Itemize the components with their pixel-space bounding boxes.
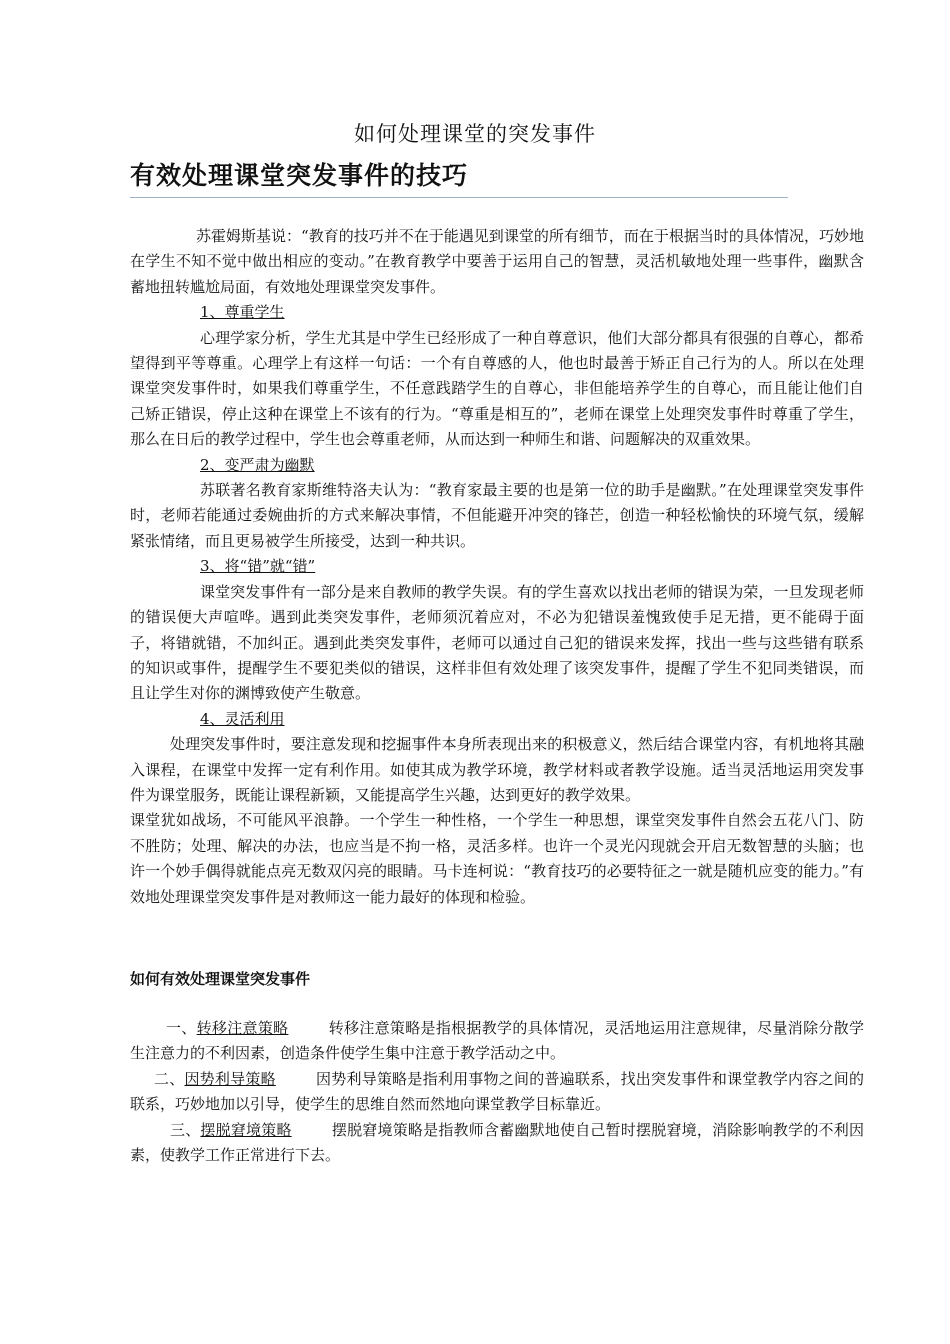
document-title: 如何处理课堂的突发事件 <box>354 122 596 146</box>
heading-respect-text: 1、尊重学生 <box>200 303 285 322</box>
heading-respect <box>130 300 864 325</box>
paragraph-mistake: 课堂突发事件有一部分是来自教师的教学失误。有的学生喜欢以找出老师的错误为荣，一旦发现老师的错误便大声喧哗。遇到此类突发事件，老师须沉着应对，不必为犯错误羞愧致使手足无措，更不能碍于面子，将错就错，不加纠正。遇到此类突发事件，老师可以通过自己犯的错误来发挥，找出一些与这些错有联系的知识或事件，提醒学生不要犯类似的错误，这样非但有效处理了该突发事件，提醒了学生不犯同类错误，而且让学生对你的渊博致使产生敬意。 <box>130 582 864 703</box>
intro-paragraph: 苏霍姆斯基说：“教育的技巧并不在于能遇见到课堂的所有细节，而在于根据当时的具体情况，巧妙地在学生不知不觉中做出相应的变动。”在教育教学中要善于运用自己的智慧，灵活机敏地处理一些事件，幽默含蓄地扭转尴尬局面，有效地处理课堂突发事件。 <box>130 227 864 296</box>
strategy-1 <box>130 1016 864 1067</box>
heading-humor <box>130 453 864 478</box>
title-divider <box>130 197 788 198</box>
section2-title: 如何有效处理课堂突发事件 <box>130 970 311 988</box>
paragraph-respect: 心理学家分析，学生尤其是中学生已经形成了一种自尊意识，他们大部分都具有很强的自尊心，都希望得到平等尊重。心理学上有这样一句话：一个有自尊感的人，他也时最善于矫正自己行为的人。所以在处理课堂突发事件时，如果我们尊重学生，不任意践踏学生的自尊心，非但能培养学生的自尊心，而且能让他们自己矫正错误，停止这种在课堂上不该有的行为。“尊重是相互的”，老师在课堂上处理突发事件时尊重了学生，那么在日后的教学过程中，学生也会尊重老师，从而达到一种师生和谐、问题解决的双重效果。 <box>130 328 864 449</box>
heading-flexible <box>130 707 864 732</box>
strategy-2-number: 二、 <box>154 1069 185 1088</box>
strategy-3-text: 摆脱窘境策略是指教师含蓄幽默地使自己暂时摆脱窘境，消除影响教学的不利因素，使教学工作正常进行下去。 <box>130 1120 864 1165</box>
strategy-1-number: 一、 <box>166 1019 197 1037</box>
strategy-2-name: 因势利导策略 <box>184 1069 276 1088</box>
heading-humor-text: 2、变严肃为幽默 <box>200 455 315 474</box>
paragraph-conclusion: 课堂犹如战场，不可能风平浪静。一个学生一种性格，一个学生一种思想，课堂突发事件自然会五花八门、防不胜防；处理、解决的办法，也应当是不拘一格，灵活多样。也许一个灵光闪现就会开启无数智慧的头脑；也许一个妙手偶得就能点亮无数双闪亮的眼睛。马卡连柯说：“教育技巧的必要特征之一就是随机应变的能力。”有效地处理课堂突发事件是对教师这一能力最好的体现和检验。 <box>130 811 864 906</box>
strategy-1-name: 转移注意策略 <box>196 1019 289 1037</box>
heading-mistake-text: 3、将“错”就“错” <box>200 557 316 576</box>
document-subtitle: 有效处理课堂突发事件的技巧 <box>130 161 469 190</box>
strategy-3-name: 摆脱窘境策略 <box>200 1120 292 1139</box>
strategy-1-text: 转移注意策略是指根据教学的具体情况，灵活地运用注意规律，尽量消除分散学生注意力的不利因素，创造条件使学生集中注意于教学活动之中。 <box>130 1019 864 1063</box>
strategies-body <box>130 1016 864 1168</box>
strategy-3-number: 三、 <box>170 1120 201 1139</box>
strategy-2-text: 因势利导策略是指利用事物之间的普遍联系，找出突发事件和课堂教学内容之间的联系，巧妙地加以引导，使学生的思维自然而然地向课堂教学目标靠近。 <box>130 1069 864 1114</box>
paragraph-flexible: 处理突发事件时，要注意发现和挖掘事件本身所表现出来的积极意义，然后结合课堂内容，有机地将其融入课程，在课堂中发挥一定有利作用。如使其成为教学环境，教学材料或者教学设施。适当灵活地运用突发事件为课堂服务，既能让课程新颖，又能提高学生兴趣，达到更好的教学效果。 <box>130 735 864 804</box>
heading-mistake <box>130 554 864 579</box>
heading-flexible-text: 4、灵活利用 <box>200 709 285 728</box>
strategy-3 <box>130 1118 864 1169</box>
strategy-2 <box>130 1067 864 1118</box>
paragraph-humor: 苏联著名教育家斯维特洛夫认为：“教育家最主要的也是第一位的助手是幽默。”在处理课堂突发事件时，老师若能通过委婉曲折的方式来解决事情，不但能避开冲突的锋芒，创造一种轻松愉快的环境气氛，缓解紧张情绪，而且更易被学生所接受，达到一种共识。 <box>130 481 864 550</box>
main-body <box>130 224 864 910</box>
